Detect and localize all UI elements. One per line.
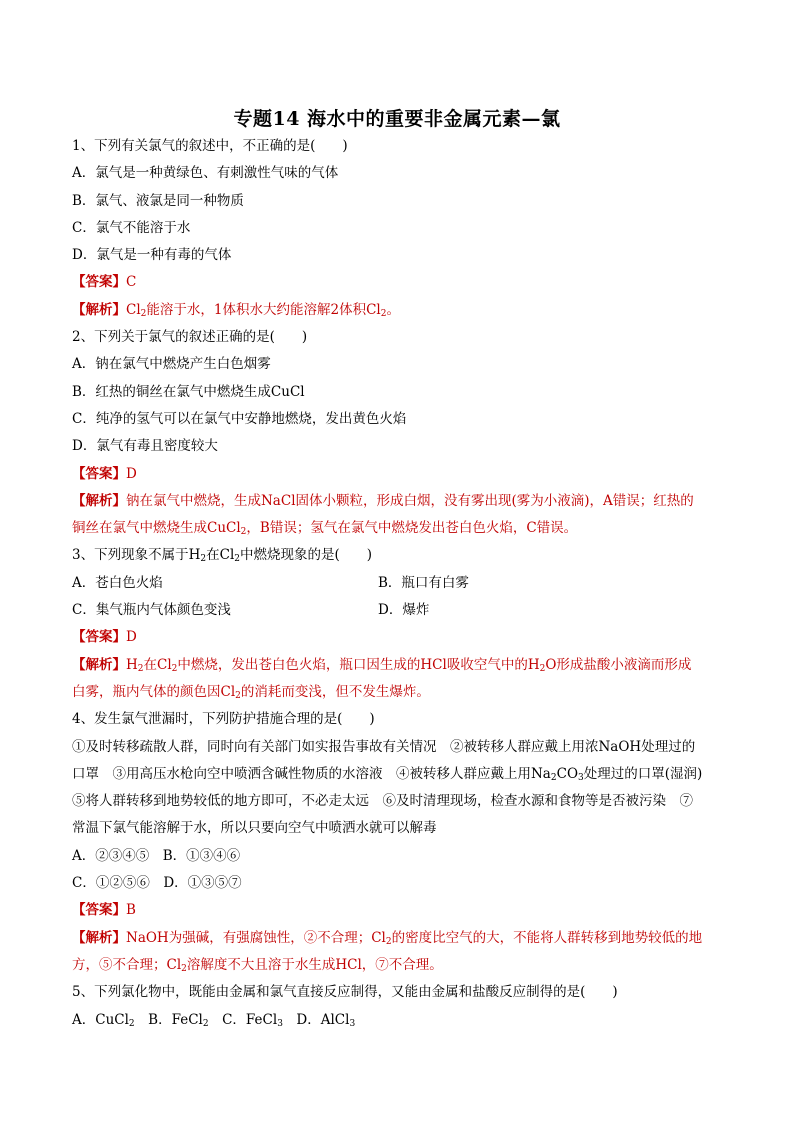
q1-option-d: D．氯气是一种有毒的气体 [72,247,232,264]
answer-tag: 【答案】 [72,629,126,646]
q3-option-b: B．瓶口有白雾 [378,574,469,591]
analysis-tag: 【解析】 [72,301,126,318]
q1-option-a: A．氯气是一种黄绿色、有刺激性气味的气体 [72,165,339,182]
q4-body-line2: 口罩 ③用高压水枪向空中喷洒含碱性物质的水溶液 ④被转移人群应戴上用$Na_2CO_3$处理过的口罩(湿润) [72,765,703,783]
analysis-tag: 【解析】 [72,929,126,946]
q4-analysis-line1: 【解析】NaOH为强碱，有强腐蚀性，②不合理；$Cl_2$的密度比空气的大，不能将人群转移到地势较低的地 [72,929,703,947]
q3-stem: 3、下列现象不属于$H_2$在$Cl_2$中燃烧现象的是( ) [72,547,373,565]
q3-options-row2 [72,597,722,624]
q3-answer: 【答案】D [72,629,137,646]
q4-analysis-line2: 方，⑤不合理；$Cl_2$溶解度不大且溶于水生成HCl，⑦不合理。 [72,956,443,974]
q4-options-row1: A．②③④⑤ B．①③④⑥ [72,847,241,864]
page-title: 专题14 海水中的重要非金属元素—氯 [233,108,561,130]
q1-option-c: C．氯气不能溶于水 [72,219,191,236]
q2-stem: 2、下列关于氯气的叙述正确的是( ) [72,329,308,346]
q3-option-d: D．爆炸 [378,602,430,619]
q1-answer: 【答案】C [72,274,137,291]
q2-option-c: C．纯净的氢气可以在氯气中安静地燃烧，发出黄色火焰 [72,410,407,427]
q2-option-a: A．钠在氯气中燃烧产生白色烟雾 [72,356,271,373]
answer-tag: 【答案】 [72,902,126,919]
analysis-tag: 【解析】 [72,492,126,509]
q4-stem: 4、发生氯气泄漏时，下列防护措施合理的是( ) [72,711,375,728]
q3-option-c: C．集气瓶内气体颜色变浅 [72,602,231,619]
q2-option-d: D．氯气有毒且密度较大 [72,438,218,455]
q3-option-a: A．苍白色火焰 [72,574,163,591]
q1-analysis: 【解析】$Cl_2$能溶于水，1体积水大约能溶解2体积$Cl_2$。 [72,301,400,319]
q4-body-line1: ①及时转移疏散人群，同时向有关部门如实报告事故有关情况 ②被转移人群应戴上用浓NaOH处理过的 [72,738,696,755]
q2-analysis-line2: 铜丝在氯气中燃烧生成CuCl$_2$，B错误；氢气在氯气中燃烧发出苍白色火焰，C错误。 [72,520,578,538]
q3-analysis-line2: 白雾，瓶内气体的颜色因$Cl_2$的消耗而变浅，但不发生爆炸。 [72,683,430,701]
q2-answer: 【答案】D [72,465,137,482]
q4-body-line4: 常温下氯气能溶解于水，所以只要向空气中喷洒水就可以解毒 [72,820,437,837]
q4-options-row2: C．①②⑤⑥ D．①③⑤⑦ [72,875,242,892]
q3-options-row1 [72,570,722,597]
q2-option-b: B．红热的铜丝在氯气中燃烧生成CuCl [72,383,305,400]
q1-stem: 1、下列有关氯气的叙述中，不正确的是( ) [72,138,348,154]
q3-analysis-line1: 【解析】$H_2$在$Cl_2$中燃烧，发出苍白色火焰，瓶口因生成的HCl吸收空气中的$H_2O$形成盐酸小液滴而形成 [72,656,692,674]
answer-tag: 【答案】 [72,465,126,482]
q5-stem: 5、下列氯化物中，既能由金属和氯气直接反应制得，又能由金属和盐酸反应制得的是( ) [72,984,618,1001]
q1-option-b: B．氯气、液氯是同一种物质 [72,192,244,209]
q2-analysis-line1: 【解析】钠在氯气中燃烧，生成NaCl固体小颗粒，形成白烟，没有雾出现(雾为小液滴)，A错误；红热的 [72,492,694,509]
answer-tag: 【答案】 [72,274,126,291]
analysis-tag: 【解析】 [72,656,126,673]
q5-options: A．CuCl$_2$ B．FeCl$_2$ C．FeCl$_3$ D．AlCl$_3$ [72,1011,356,1029]
q4-body-line3: ⑤将人群转移到地势较低的地方即可，不必走太远 ⑥及时清理现场，检查水源和食物等是否被污染 ⑦ [72,793,693,810]
content-body [72,133,722,1034]
q4-answer: 【答案】B [72,902,136,919]
